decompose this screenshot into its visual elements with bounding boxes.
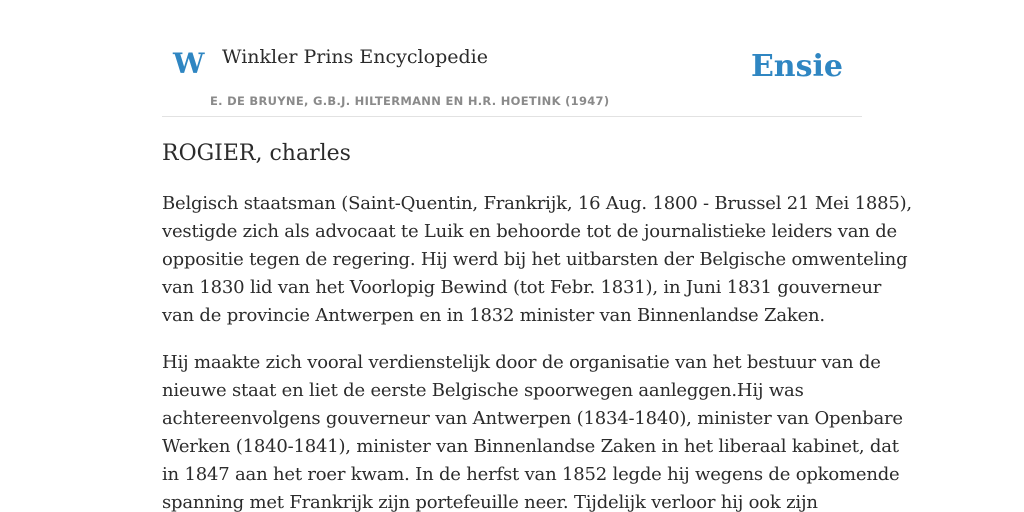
text-line: Hij maakte zich vooral verdienstelijk door de organisatie van het bestuur van de xyxy=(162,352,881,373)
winkler-prins-logo[interactable]: W xyxy=(173,47,205,80)
text-line: spanning met Frankrijk zijn portefeuille neer. Tijdelijk verloor hij ook zijn xyxy=(162,492,818,512)
book-header xyxy=(162,0,862,117)
text-line: Belgisch staatsman (Saint-Quentin, Frankrijk, 16 Aug. 1800 - Brussel 21 Mei 1885), xyxy=(162,193,912,214)
text-line: oppositie tegen de regering. Hij werd bij het uitbarsten der Belgische omwenteling xyxy=(162,249,908,270)
ensie-brand-link[interactable]: Ensie xyxy=(750,49,843,84)
text-line: vestigde zich als advocaat te Luik en behoorde tot de journalistieke leiders van de xyxy=(162,221,897,242)
entry-content xyxy=(162,138,912,512)
entry-paragraph-2 xyxy=(162,349,903,512)
text-line: van 1830 lid van het Voorlopig Bewind (tot Febr. 1831), in Juni 1831 gouverneur xyxy=(162,277,882,298)
book-title[interactable]: Winkler Prins Encyclopedie xyxy=(222,46,488,68)
text-line: nieuwe staat en liet de eerste Belgische spoorwegen aanleggen.Hij was xyxy=(162,380,804,401)
text-line: in 1847 aan het roer kwam. In de herfst van 1852 legde hij wegens de opkomende xyxy=(162,464,900,485)
entry-title: ROGIER, charles xyxy=(162,141,351,166)
entry-paragraph-1 xyxy=(162,190,912,330)
book-authors: E. DE BRUYNE, G.B.J. HILTERMANN EN H.R. HOETINK (1947) xyxy=(210,94,610,108)
text-line: Werken (1840-1841), minister van Binnenlandse Zaken in het liberaal kabinet, dat xyxy=(162,436,899,457)
text-line: van de provincie Antwerpen en in 1832 minister van Binnenlandse Zaken. xyxy=(162,305,825,326)
text-line: achtereenvolgens gouverneur van Antwerpen (1834-1840), minister van Openbare xyxy=(162,408,903,429)
